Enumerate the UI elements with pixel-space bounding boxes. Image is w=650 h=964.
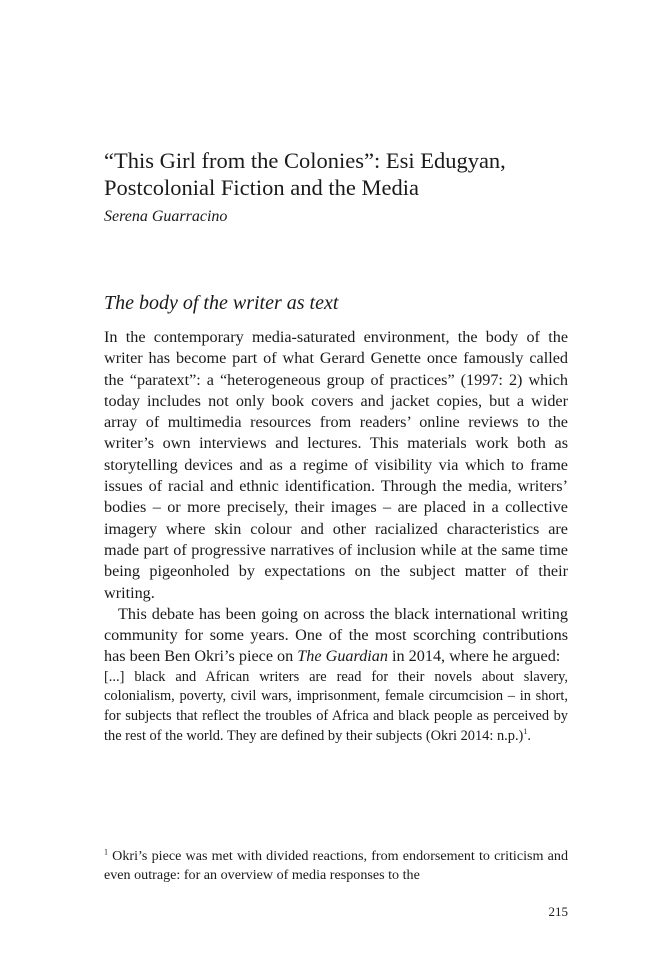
- footnote: [104, 847, 568, 885]
- block-quote-end: .: [527, 727, 531, 744]
- article-author: Serena Guarracino: [104, 208, 228, 225]
- footnote-marker: 1: [104, 847, 108, 857]
- paragraph-1: In the contemporary media-saturated environment, the body of the writer has become part of what Gerard Genette once famously called the “paratext”: a “heterogeneous group of practices” (1997: 2) which today includes not only book covers and jacket copies, but a wider array of multimedia resources from readers’ online reviews to the writer’s own interviews and lectures. This materials work both as storytelling devices and as a regime of visibility via which to frame issues of racial and ethnic identification. Through the media, writers’ bodies – or more precisely, their images – are placed in a collective imagery where skin colour and other racialized characteristics are made part of progressive narratives of inclusion while at the same time being pigeonholed by expectations on the subject matter of their writing.: [104, 328, 568, 602]
- block-quote-text: [...] black and African writers are read for their novels about slavery, colonialism, poverty, civil wars, imprisonment, female circumcision – in short, for subjects that reflect the troubles of Africa and black people as perceived by the rest of the world. They are defined by their subjects (Okri 2014: n.p.): [104, 668, 568, 744]
- footnote-reference[interactable]: 1: [523, 726, 528, 736]
- page: [104, 0, 568, 964]
- block-quote: [104, 668, 568, 746]
- article-title-line-2: Postcolonial Fiction and the Media: [104, 175, 419, 200]
- article-title-line-1: “This Girl from the Colonies”: Esi Edugyan,: [104, 148, 506, 173]
- article-title: [104, 147, 568, 201]
- body-text: [104, 327, 568, 746]
- section-heading: The body of the writer as text: [104, 292, 339, 314]
- paragraph-2-text-a: This debate has been going on across the black international writing community for some years. One of the most scorching contributions has been Ben Okri’s piece on: [104, 604, 568, 666]
- footnote-text: Okri’s piece was met with divided reactions, from endorsement to criticism and even outrage: for an overview of media responses to the: [104, 848, 568, 883]
- paragraph-2-text-b: in 2014, where he argued:: [387, 647, 561, 666]
- publication-name: The Guardian: [297, 647, 388, 666]
- page-number: 215: [548, 904, 568, 919]
- paragraph-2: [104, 604, 568, 668]
